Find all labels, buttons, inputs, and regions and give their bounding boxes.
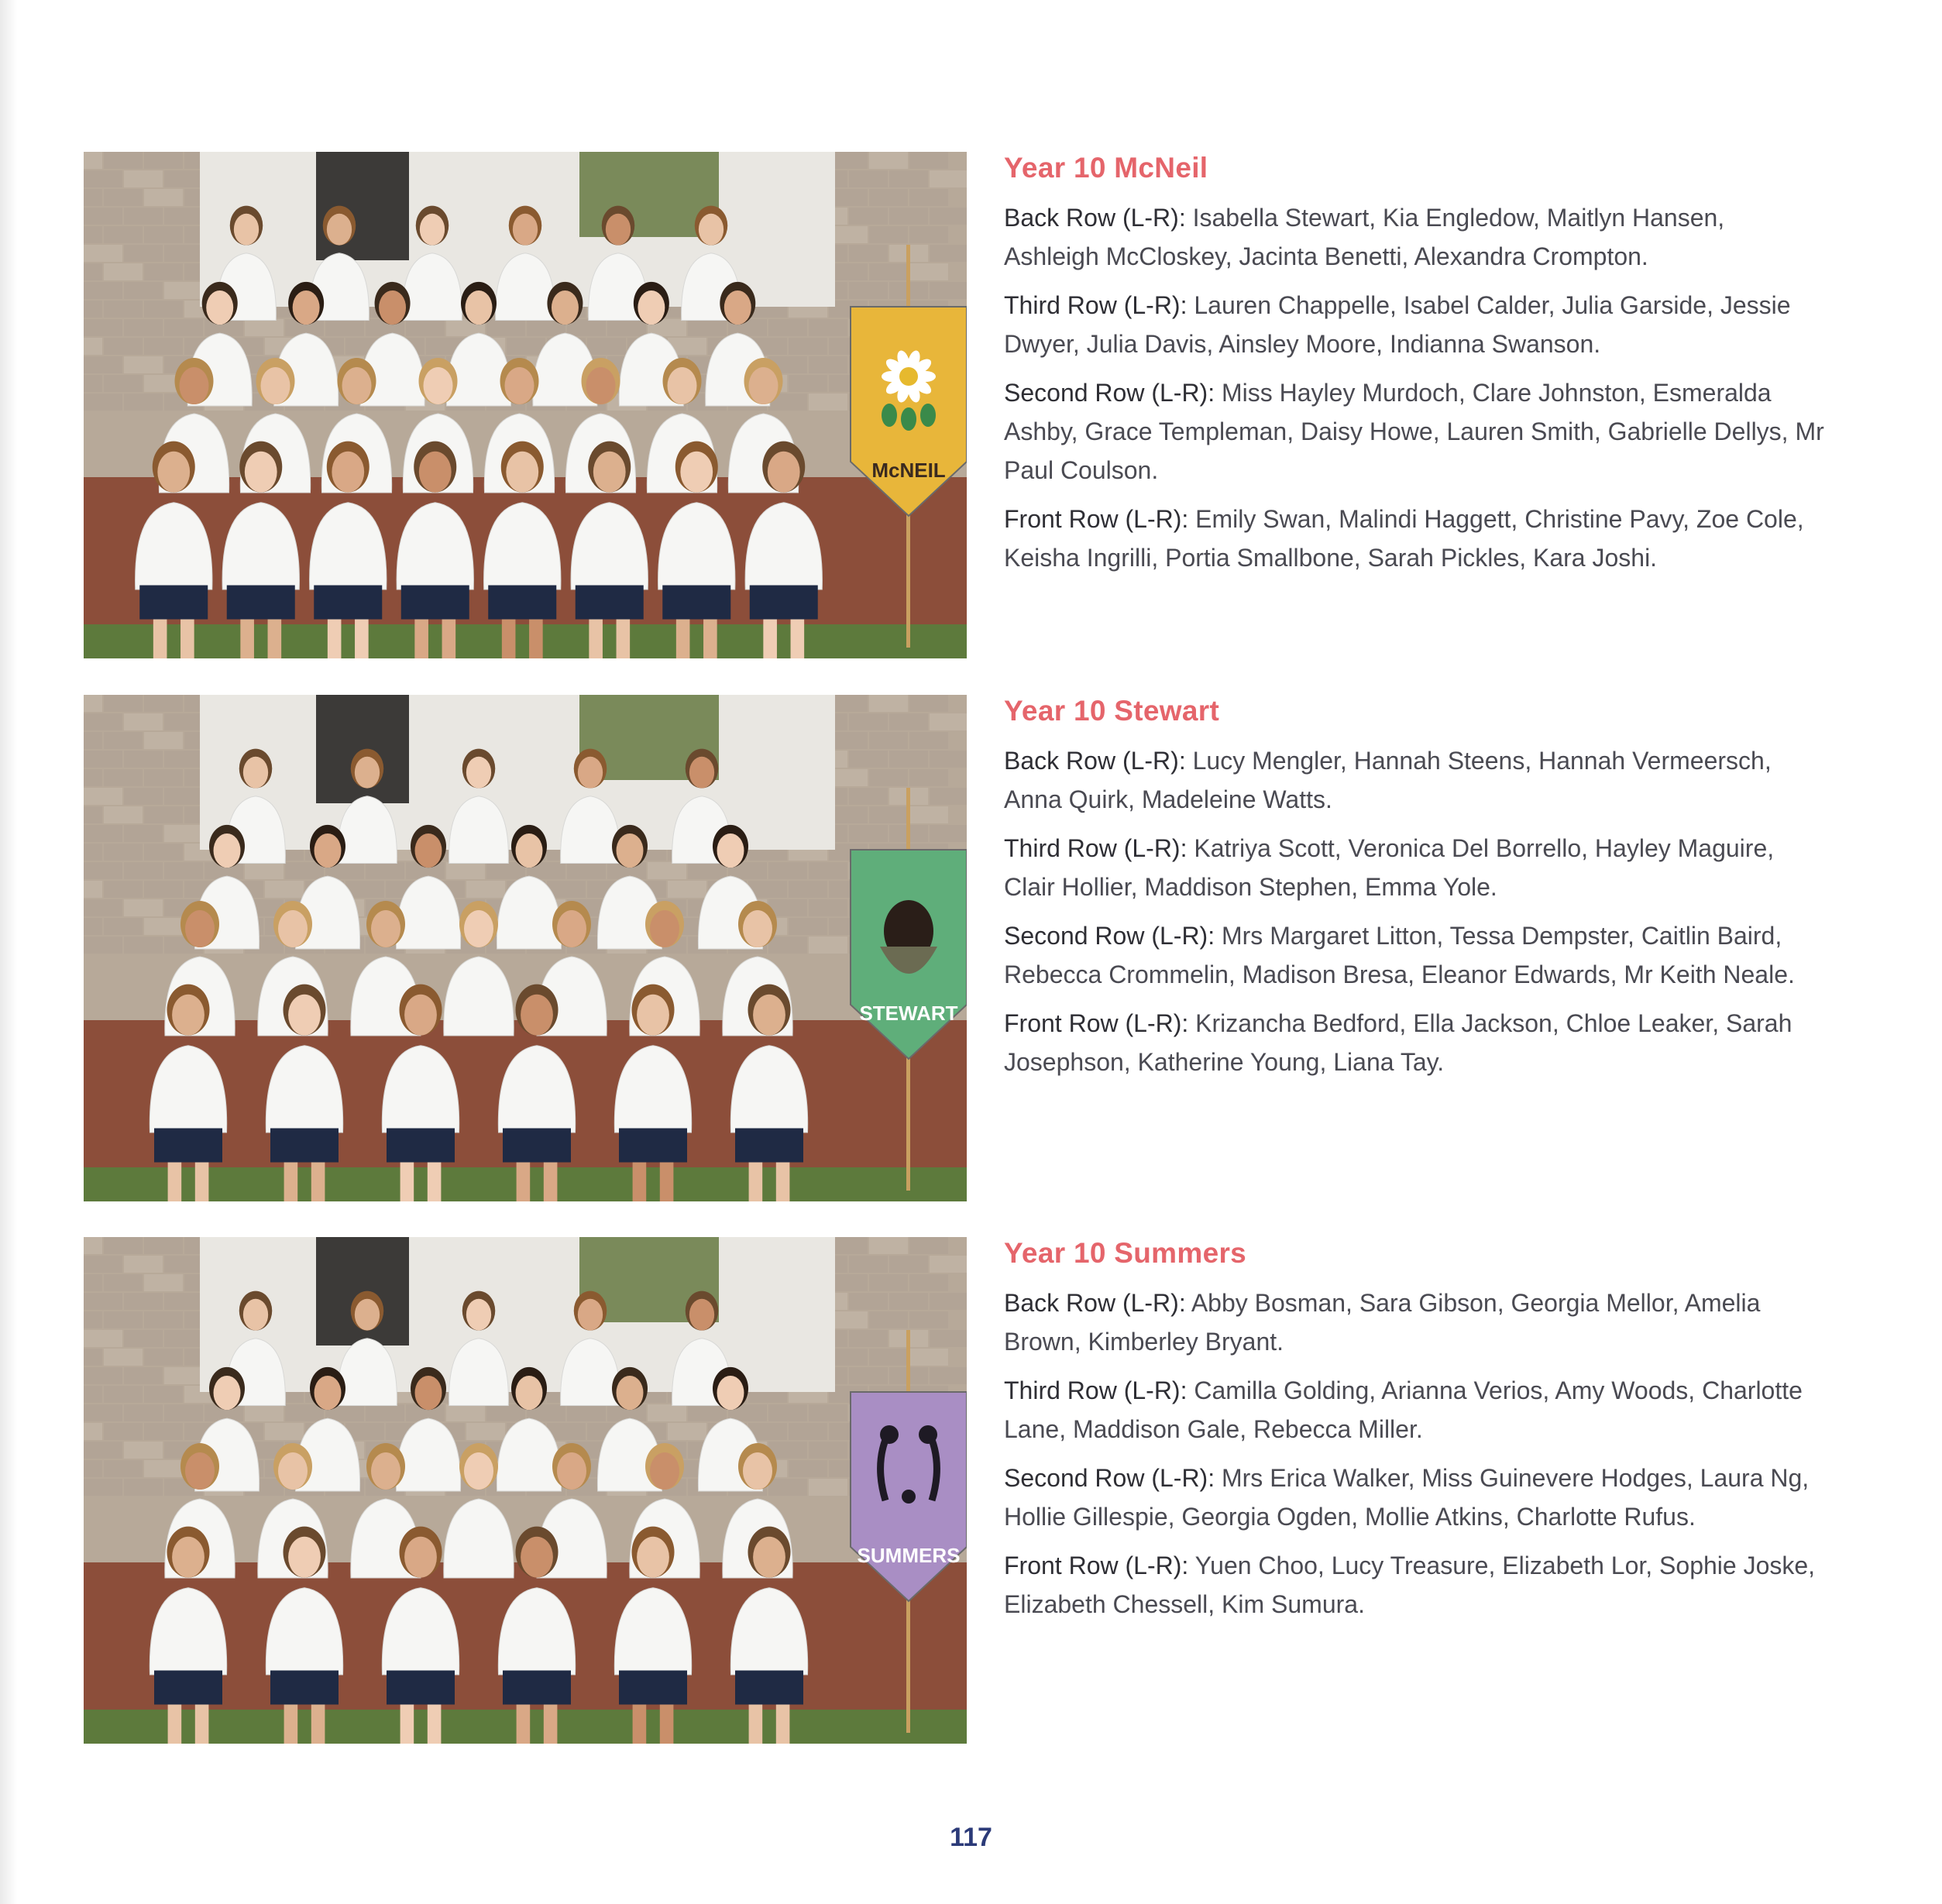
daisy-flower-icon xyxy=(882,349,936,431)
row-names: Mrs Margaret Litton, Tessa Dempster, Caitlin Baird, Rebecca Crommelin, Madison Bresa, Eleanor Edwards, Mr Keith Neale. xyxy=(1004,922,1795,988)
row-label: Front Row (L-R): xyxy=(1004,1552,1189,1579)
row-second xyxy=(1004,916,1825,994)
class-photo-stewart xyxy=(84,695,967,1201)
row-front xyxy=(1004,500,1825,577)
row-label: Back Row (L-R): xyxy=(1004,204,1186,232)
row-names: Lucy Mengler, Hannah Steens, Hannah Vermeersch, Anna Quirk, Madeleine Watts. xyxy=(1004,747,1772,813)
section-title: Year 10 McNeil xyxy=(1004,152,1208,184)
row-front xyxy=(1004,1004,1825,1081)
row-label: Second Row (L-R): xyxy=(1004,379,1215,407)
row-label: Back Row (L-R): xyxy=(1004,1289,1186,1317)
row-names: Abby Bosman, Sara Gibson, Georgia Mellor, Amelia Brown, Kimberley Bryant. xyxy=(1004,1289,1761,1356)
row-names: Mrs Erica Walker, Miss Guinevere Hodges, Laura Ng, Hollie Gillespie, Georgia Ogden, Mollie Atkins, Charlotte Rufus. xyxy=(1004,1464,1810,1531)
grass xyxy=(84,624,967,658)
caption-stewart xyxy=(1004,695,1825,1091)
section-title: Year 10 Summers xyxy=(1004,1237,1247,1269)
doorway xyxy=(316,152,409,260)
row-third xyxy=(1004,1371,1825,1449)
caption-summers xyxy=(1004,1237,1825,1634)
section-title: Year 10 Stewart xyxy=(1004,695,1220,727)
row-label: Third Row (L-R): xyxy=(1004,291,1188,319)
row-label: Front Row (L-R): xyxy=(1004,505,1189,533)
building-facade xyxy=(200,695,835,850)
row-third xyxy=(1004,286,1825,363)
row-front xyxy=(1004,1546,1825,1624)
row-names: Camilla Golding, Arianna Verios, Amy Woods, Charlotte Lane, Maddison Gale, Rebecca Miller. xyxy=(1004,1376,1803,1443)
class-section-stewart xyxy=(0,695,1942,1206)
caption-mcneil xyxy=(1004,152,1825,587)
row-names: Krizancha Bedford, Ella Jackson, Chloe Leaker, Sarah Josephson, Katherine Young, Liana Tay. xyxy=(1004,1009,1792,1076)
row-label: Third Row (L-R): xyxy=(1004,834,1188,862)
row-names: Yuen Choo, Lucy Treasure, Elizabeth Lor, Sophie Joske, Elizabeth Chessell, Kim Sumura. xyxy=(1004,1552,1816,1618)
row-back xyxy=(1004,1284,1825,1361)
banner-label: SUMMERS xyxy=(857,1544,961,1567)
row-label: Second Row (L-R): xyxy=(1004,922,1215,950)
row-label: Second Row (L-R): xyxy=(1004,1464,1215,1492)
building-facade xyxy=(200,1237,835,1392)
row-names: Isabella Stewart, Kia Engledow, Maitlyn Hansen, Ashleigh McCloskey, Jacinta Benetti, Alexandra Crompton. xyxy=(1004,204,1725,270)
class-section-mcneil xyxy=(0,152,1942,663)
banner-label: McNEIL xyxy=(871,459,946,482)
class-photo-mcneil xyxy=(84,152,967,658)
row-second xyxy=(1004,1459,1825,1536)
row-back xyxy=(1004,198,1825,276)
row-names: Emily Swan, Malindi Haggett, Christine Pavy, Zoe Cole, Keisha Ingrilli, Portia Smallbone, Sarah Pickles, Kara Joshi. xyxy=(1004,505,1804,572)
class-photo-summers xyxy=(84,1237,967,1744)
row-label: Back Row (L-R): xyxy=(1004,747,1186,775)
class-section-summers xyxy=(0,1237,1942,1748)
row-back xyxy=(1004,741,1825,819)
row-label: Third Row (L-R): xyxy=(1004,1376,1188,1404)
row-third xyxy=(1004,829,1825,906)
row-names: Lauren Chappelle, Isabel Calder, Julia Garside, Jessie Dwyer, Julia Davis, Ainsley Moore, Indianna Swanson. xyxy=(1004,291,1791,358)
row-names: Miss Hayley Murdoch, Clare Johnston, Esmeralda Ashby, Grace Templeman, Daisy Howe, Lauren Smith, Gabrielle Dellys, Mr Paul Coulson. xyxy=(1004,379,1824,484)
page-number: 117 xyxy=(950,1823,992,1852)
row-second xyxy=(1004,373,1825,490)
row-label: Front Row (L-R): xyxy=(1004,1009,1189,1037)
row-names: Katriya Scott, Veronica Del Borrello, Hayley Maguire, Clair Hollier, Maddison Stephen, Emma Yole. xyxy=(1004,834,1775,901)
banner-label: STEWART xyxy=(859,1002,958,1025)
